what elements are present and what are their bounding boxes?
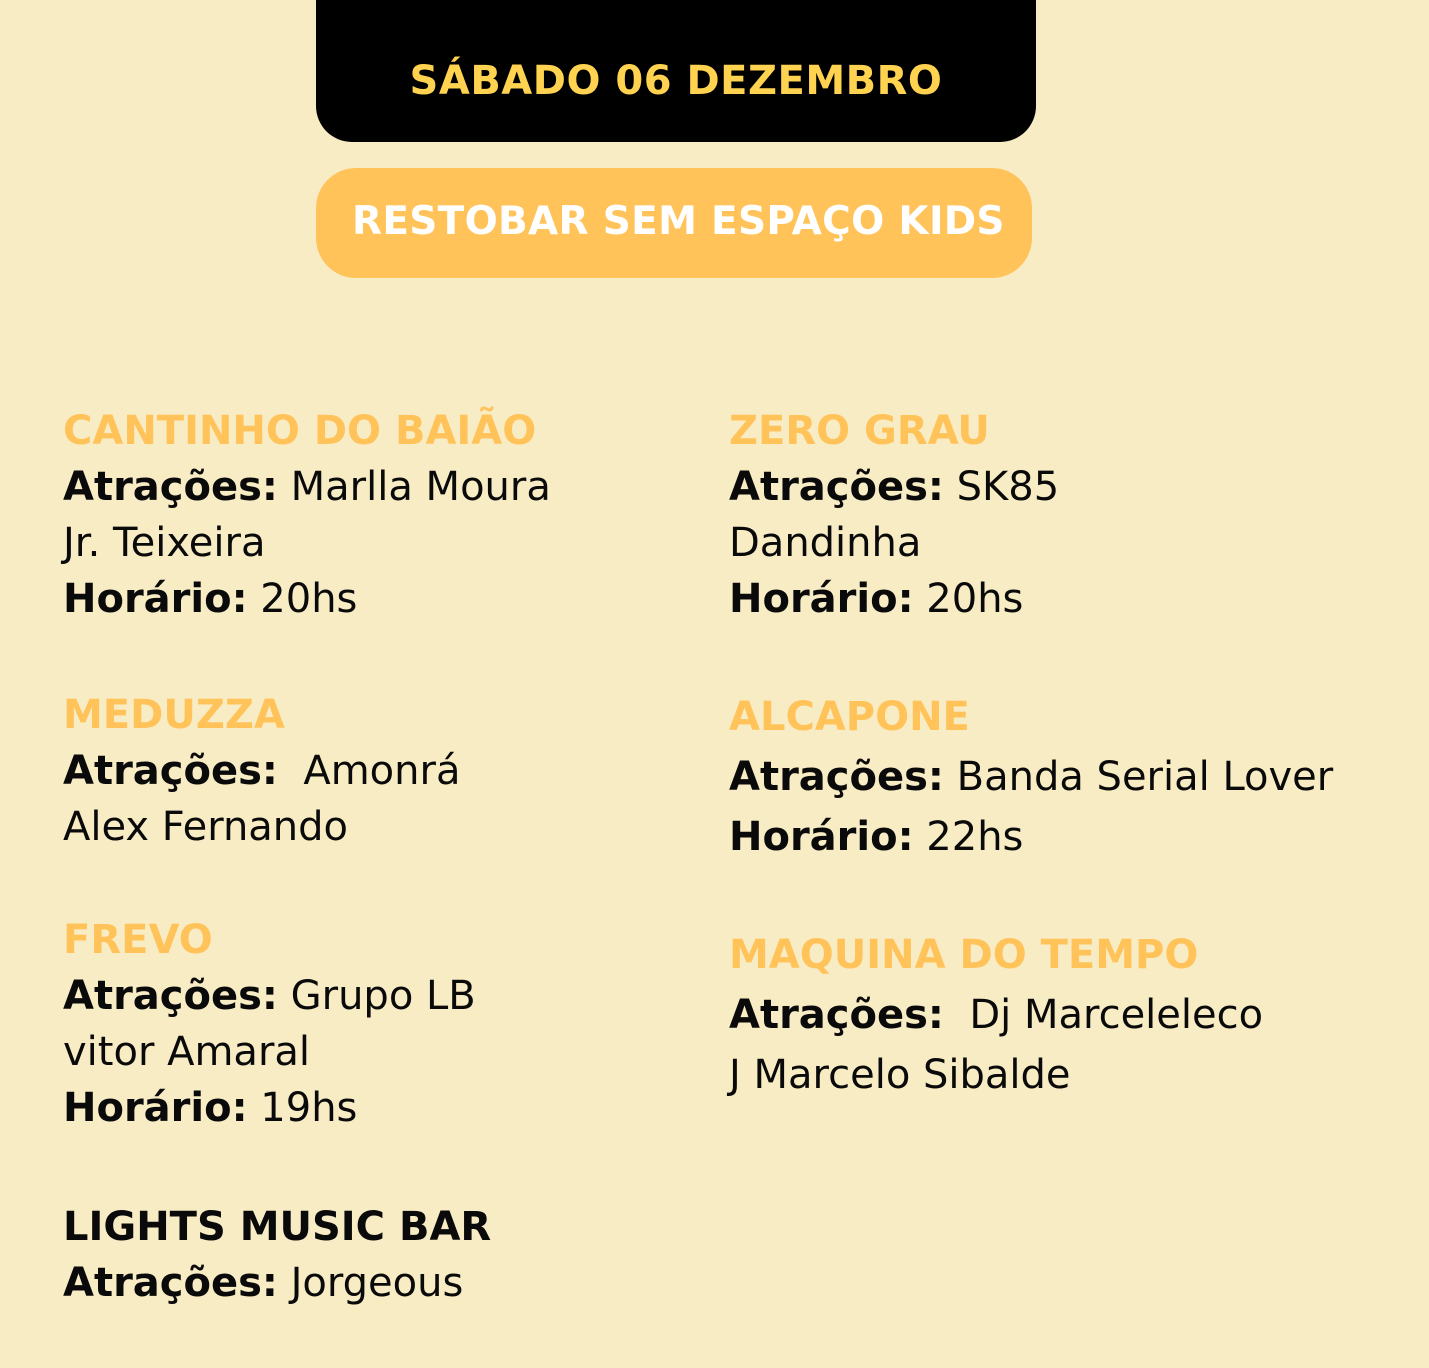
attractions-label: Atrações:: [729, 992, 944, 1038]
venue-title: MAQUINA DO TEMPO: [729, 932, 1199, 978]
attractions-line: [729, 459, 1389, 515]
attractions-label: Atrações:: [63, 973, 278, 1019]
attraction-name: Amonrá: [277, 748, 461, 794]
time-label: Horário:: [63, 1085, 248, 1131]
venue-title: LIGHTS MUSIC BAR: [63, 1204, 492, 1250]
time-value: 20hs: [913, 576, 1024, 622]
venue-zero-grau: [729, 403, 1389, 627]
attraction-name: J Marcelo Sibalde: [729, 1052, 1071, 1098]
attractions-line: [63, 743, 723, 799]
attraction-name: Jr. Teixeira: [63, 520, 266, 566]
time-line: [729, 571, 1389, 627]
venue-title: ALCAPONE: [729, 694, 970, 740]
attractions-label: Atrações:: [729, 464, 944, 510]
attractions-line: [63, 1255, 723, 1311]
attractions-line: [63, 968, 723, 1024]
attraction-name: Jorgeous: [277, 1260, 464, 1306]
event-date: SÁBADO 06 DEZEMBRO: [409, 58, 943, 104]
venue-title: ZERO GRAU: [729, 408, 990, 454]
attractions-line: [729, 749, 1389, 805]
time-label: Horário:: [63, 576, 248, 622]
attractions-label: Atrações:: [63, 1260, 278, 1306]
attractions-line: [729, 987, 1389, 1043]
attraction-name: Dandinha: [729, 520, 922, 566]
attraction-name: Dj Marceleleco: [943, 992, 1264, 1038]
venue-lights-music-bar: [63, 1199, 723, 1311]
time-line: [63, 571, 723, 627]
venue-frevo: [63, 912, 723, 1136]
time-label: Horário:: [729, 814, 914, 860]
attractions-label: Atrações:: [63, 748, 278, 794]
venue-alcapone: [729, 689, 1389, 865]
attraction-name: Grupo LB: [277, 973, 476, 1019]
venue-title: FREVO: [63, 917, 213, 963]
time-line: [729, 809, 1389, 865]
venue-category-badge: [316, 168, 1032, 278]
venue-cantinho-do-baiao: [63, 403, 723, 627]
venue-category-label: RESTOBAR SEM ESPAÇO KIDS: [352, 198, 1005, 244]
time-value: 22hs: [913, 814, 1024, 860]
attraction-name: Banda Serial Lover: [943, 754, 1334, 800]
venue-title: CANTINHO DO BAIÃO: [63, 408, 537, 454]
attractions-label: Atrações:: [63, 464, 278, 510]
attraction-name: SK85: [943, 464, 1060, 510]
attraction-name: Marlla Moura: [277, 464, 551, 510]
attraction-name: vitor Amaral: [63, 1029, 311, 1075]
venue-meduzza: [63, 687, 723, 855]
venue-title: MEDUZZA: [63, 692, 285, 738]
venue-maquina-do-tempo: [729, 927, 1389, 1103]
date-banner: [316, 0, 1036, 142]
time-value: 19hs: [247, 1085, 358, 1131]
time-value: 20hs: [247, 576, 358, 622]
time-label: Horário:: [729, 576, 914, 622]
attractions-line: [63, 459, 723, 515]
attraction-name: Alex Fernando: [63, 804, 349, 850]
attractions-label: Atrações:: [729, 754, 944, 800]
time-line: [63, 1080, 723, 1136]
